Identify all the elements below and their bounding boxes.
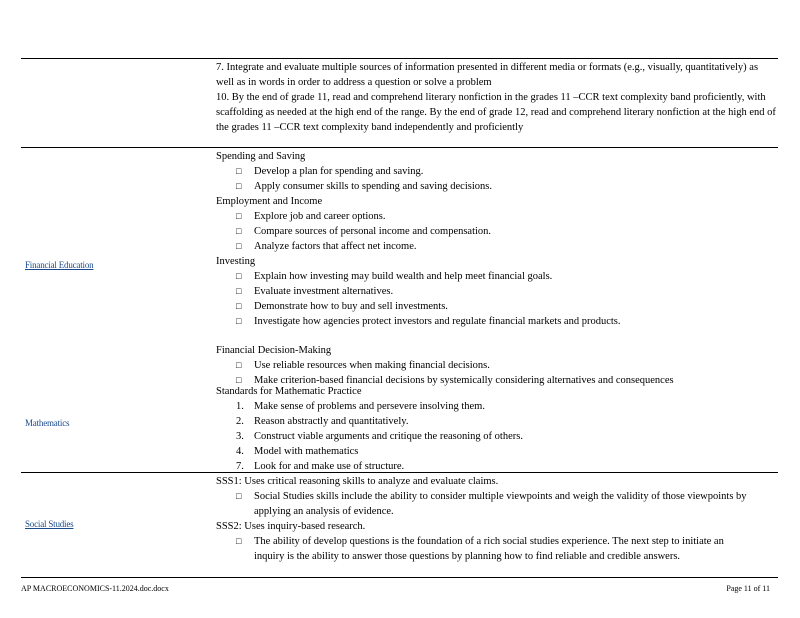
row-social-studies — [21, 472, 778, 578]
list-item: □ Make criterion-based financial decisions by systemically considering alternatives and consequences — [236, 373, 778, 388]
section-heading: Standards for Mathematic Practice — [216, 386, 362, 397]
list-item: □ Develop a plan for spending and saving. — [236, 164, 778, 179]
row-mathematics — [21, 384, 778, 472]
standards-table — [21, 58, 778, 578]
footer-page-number: Page 11 of 11 — [726, 584, 770, 593]
list-item: 2. Reason abstractly and quantitatively. — [236, 416, 409, 427]
ela-standard-10: 10. By the end of grade 11, read and comprehend literary nonfiction in the grades 11 –CCR text complexity band proficiently, with scaffolding as needed at the high end of the range. By the end of grade 12, read and comprehend literary nonfiction at the high end of the grades 11 –CCR text complexity band independently and proficiently — [216, 92, 776, 133]
social-content — [216, 473, 778, 564]
list-item: □ Investigate how agencies protect investors and regulate financial markets and products. — [236, 314, 778, 329]
list-item: 4. Model with mathematics — [236, 446, 359, 457]
list-item: □ Explain how investing may build wealth and help meet financial goals. — [236, 269, 778, 284]
list-item: 7. Look for and make use of structure. — [236, 461, 405, 472]
mathematics-label: Mathematics — [25, 418, 70, 428]
list-item: □ Compare sources of personal income and compensation. — [236, 224, 778, 239]
financial-content — [216, 148, 778, 388]
section-heading: SSS2: Uses inquiry-based research. — [216, 521, 366, 532]
list-item: □ Demonstrate how to buy and sell investments. — [236, 299, 778, 314]
section-heading: Employment and Income — [216, 196, 323, 207]
list-item: □ The ability of develop questions is the foundation of a rich social studies experience. The next step to initiate an inquiry is the ability to answer those questions by planning how to find reliable and credible answers. — [236, 534, 753, 564]
mathematics-content — [216, 384, 778, 474]
footer-filename: AP MACROECONOMICS-11.2024.doc.docx — [21, 584, 169, 593]
list-item: □ Analyze factors that affect net income. — [236, 239, 778, 254]
list-item: 3. Construct viable arguments and critique the reasoning of others. — [236, 431, 523, 442]
row-ela — [21, 58, 778, 147]
list-item: □ Use reliable resources when making financial decisions. — [236, 358, 778, 373]
section-heading: Investing — [216, 256, 256, 267]
list-item: □ Evaluate investment alternatives. — [236, 284, 778, 299]
row-financial-education — [21, 147, 778, 384]
section-heading: Financial Decision-Making — [216, 345, 332, 356]
social-studies-label: Social Studies — [25, 519, 74, 529]
section-heading: Spending and Saving — [216, 151, 306, 162]
financial-education-label: Financial Education — [25, 260, 94, 270]
list-item: □ Social Studies skills include the ability to consider multiple viewpoints and weigh the validity of those viewpoints by applying an analysis of evidence. — [236, 489, 748, 519]
list-item: 1. Make sense of problems and persevere insolving them. — [236, 401, 485, 412]
ela-standard-7: 7. Integrate and evaluate multiple sources of information presented in different media or formats (e.g., visually, quantitatively) as well as in words in order to address a question or solve a problem — [216, 62, 759, 88]
section-heading: SSS1: Uses critical reasoning skills to analyze and evaluate claims. — [216, 476, 499, 487]
ela-content — [216, 59, 778, 135]
list-item: □ Explore job and career options. — [236, 209, 778, 224]
list-item: □ Apply consumer skills to spending and saving decisions. — [236, 179, 778, 194]
